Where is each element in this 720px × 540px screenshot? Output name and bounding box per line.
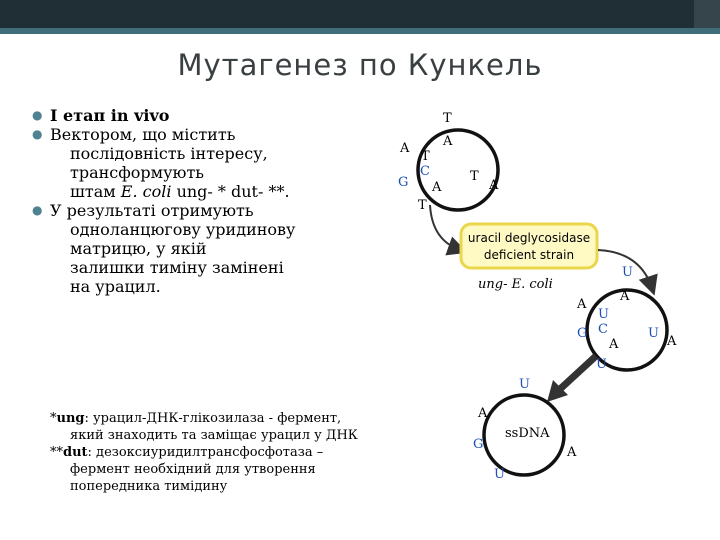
box-label-line2: deficient strain [483, 248, 575, 262]
bullet-text: трансформують [70, 163, 205, 182]
base-label: G [473, 437, 484, 452]
base-label: T [470, 169, 479, 184]
base-label: A [478, 406, 488, 421]
bullet-dot-icon: ● [32, 127, 43, 141]
plasmid-circle-1 [418, 130, 498, 210]
base-label: A [620, 289, 630, 304]
base-label: G [398, 175, 409, 190]
base-label: U [494, 467, 505, 482]
base-label: T [418, 198, 427, 213]
base-label: C [420, 164, 430, 179]
footnote-text: : урацил-ДНК-глікозилаза - фермент, [84, 411, 342, 426]
footnote-star: * [50, 411, 57, 426]
box-label-line1: uracil deglycosidase [467, 231, 591, 245]
bullet-text: Вектором, що містить [50, 125, 236, 144]
base-label: A [432, 180, 442, 195]
bullet-text: матрицю, у якій [70, 239, 207, 258]
footnote-text: : дезоксиуридилтрансфосфотаза – [87, 445, 324, 460]
base-label: G [577, 326, 588, 341]
base-label: T [443, 111, 452, 126]
footnote-text: який знаходить та заміщає урацил у ДНК [70, 428, 358, 443]
footnote-term: ung [56, 411, 85, 426]
base-label: A [489, 178, 499, 193]
bullet-text: на урацил. [70, 277, 161, 296]
base-label: U [648, 326, 659, 341]
base-label: U [519, 377, 530, 392]
bullet-text: I етап in vivo [50, 106, 170, 125]
base-label: A [609, 337, 619, 352]
base-label: A [443, 134, 453, 149]
bullet-text: послідовність інтересу, [70, 144, 268, 163]
bullet-text: одноланцюгову уридинову [70, 220, 296, 239]
species-name: E. coli [120, 182, 172, 201]
base-label: U [622, 265, 633, 280]
bullet-text: ung- * dut- **. [171, 182, 290, 201]
base-label: A [577, 297, 587, 312]
base-label: T [421, 149, 430, 164]
footnote-text: фермент необхідний для утворення [70, 462, 316, 477]
base-label: U [598, 307, 609, 322]
bullet-dot-icon: ● [32, 203, 43, 217]
base-label: C [598, 322, 608, 337]
arrow-1 [430, 205, 460, 250]
footnote-star: ** [50, 445, 63, 460]
bullet-text: штам [70, 182, 121, 201]
base-label: A [667, 334, 677, 349]
bullet-text: залишки тиміну замінені [70, 258, 284, 277]
bullet-text: У результаті отримують [50, 201, 254, 220]
bullet-dot-icon: ● [32, 108, 43, 122]
base-label: A [567, 445, 577, 460]
footnote-term: dut [63, 445, 88, 460]
arrow-3-shaft [559, 356, 596, 390]
strain-label: ung- E. coli [478, 277, 553, 292]
ssdna-label: ssDNA [505, 426, 550, 441]
footnote-text: попередника тимідину [70, 479, 228, 494]
base-label: U [596, 357, 607, 372]
base-label: A [400, 141, 410, 156]
slide-title: Мутагенез по Кункель [177, 48, 543, 82]
